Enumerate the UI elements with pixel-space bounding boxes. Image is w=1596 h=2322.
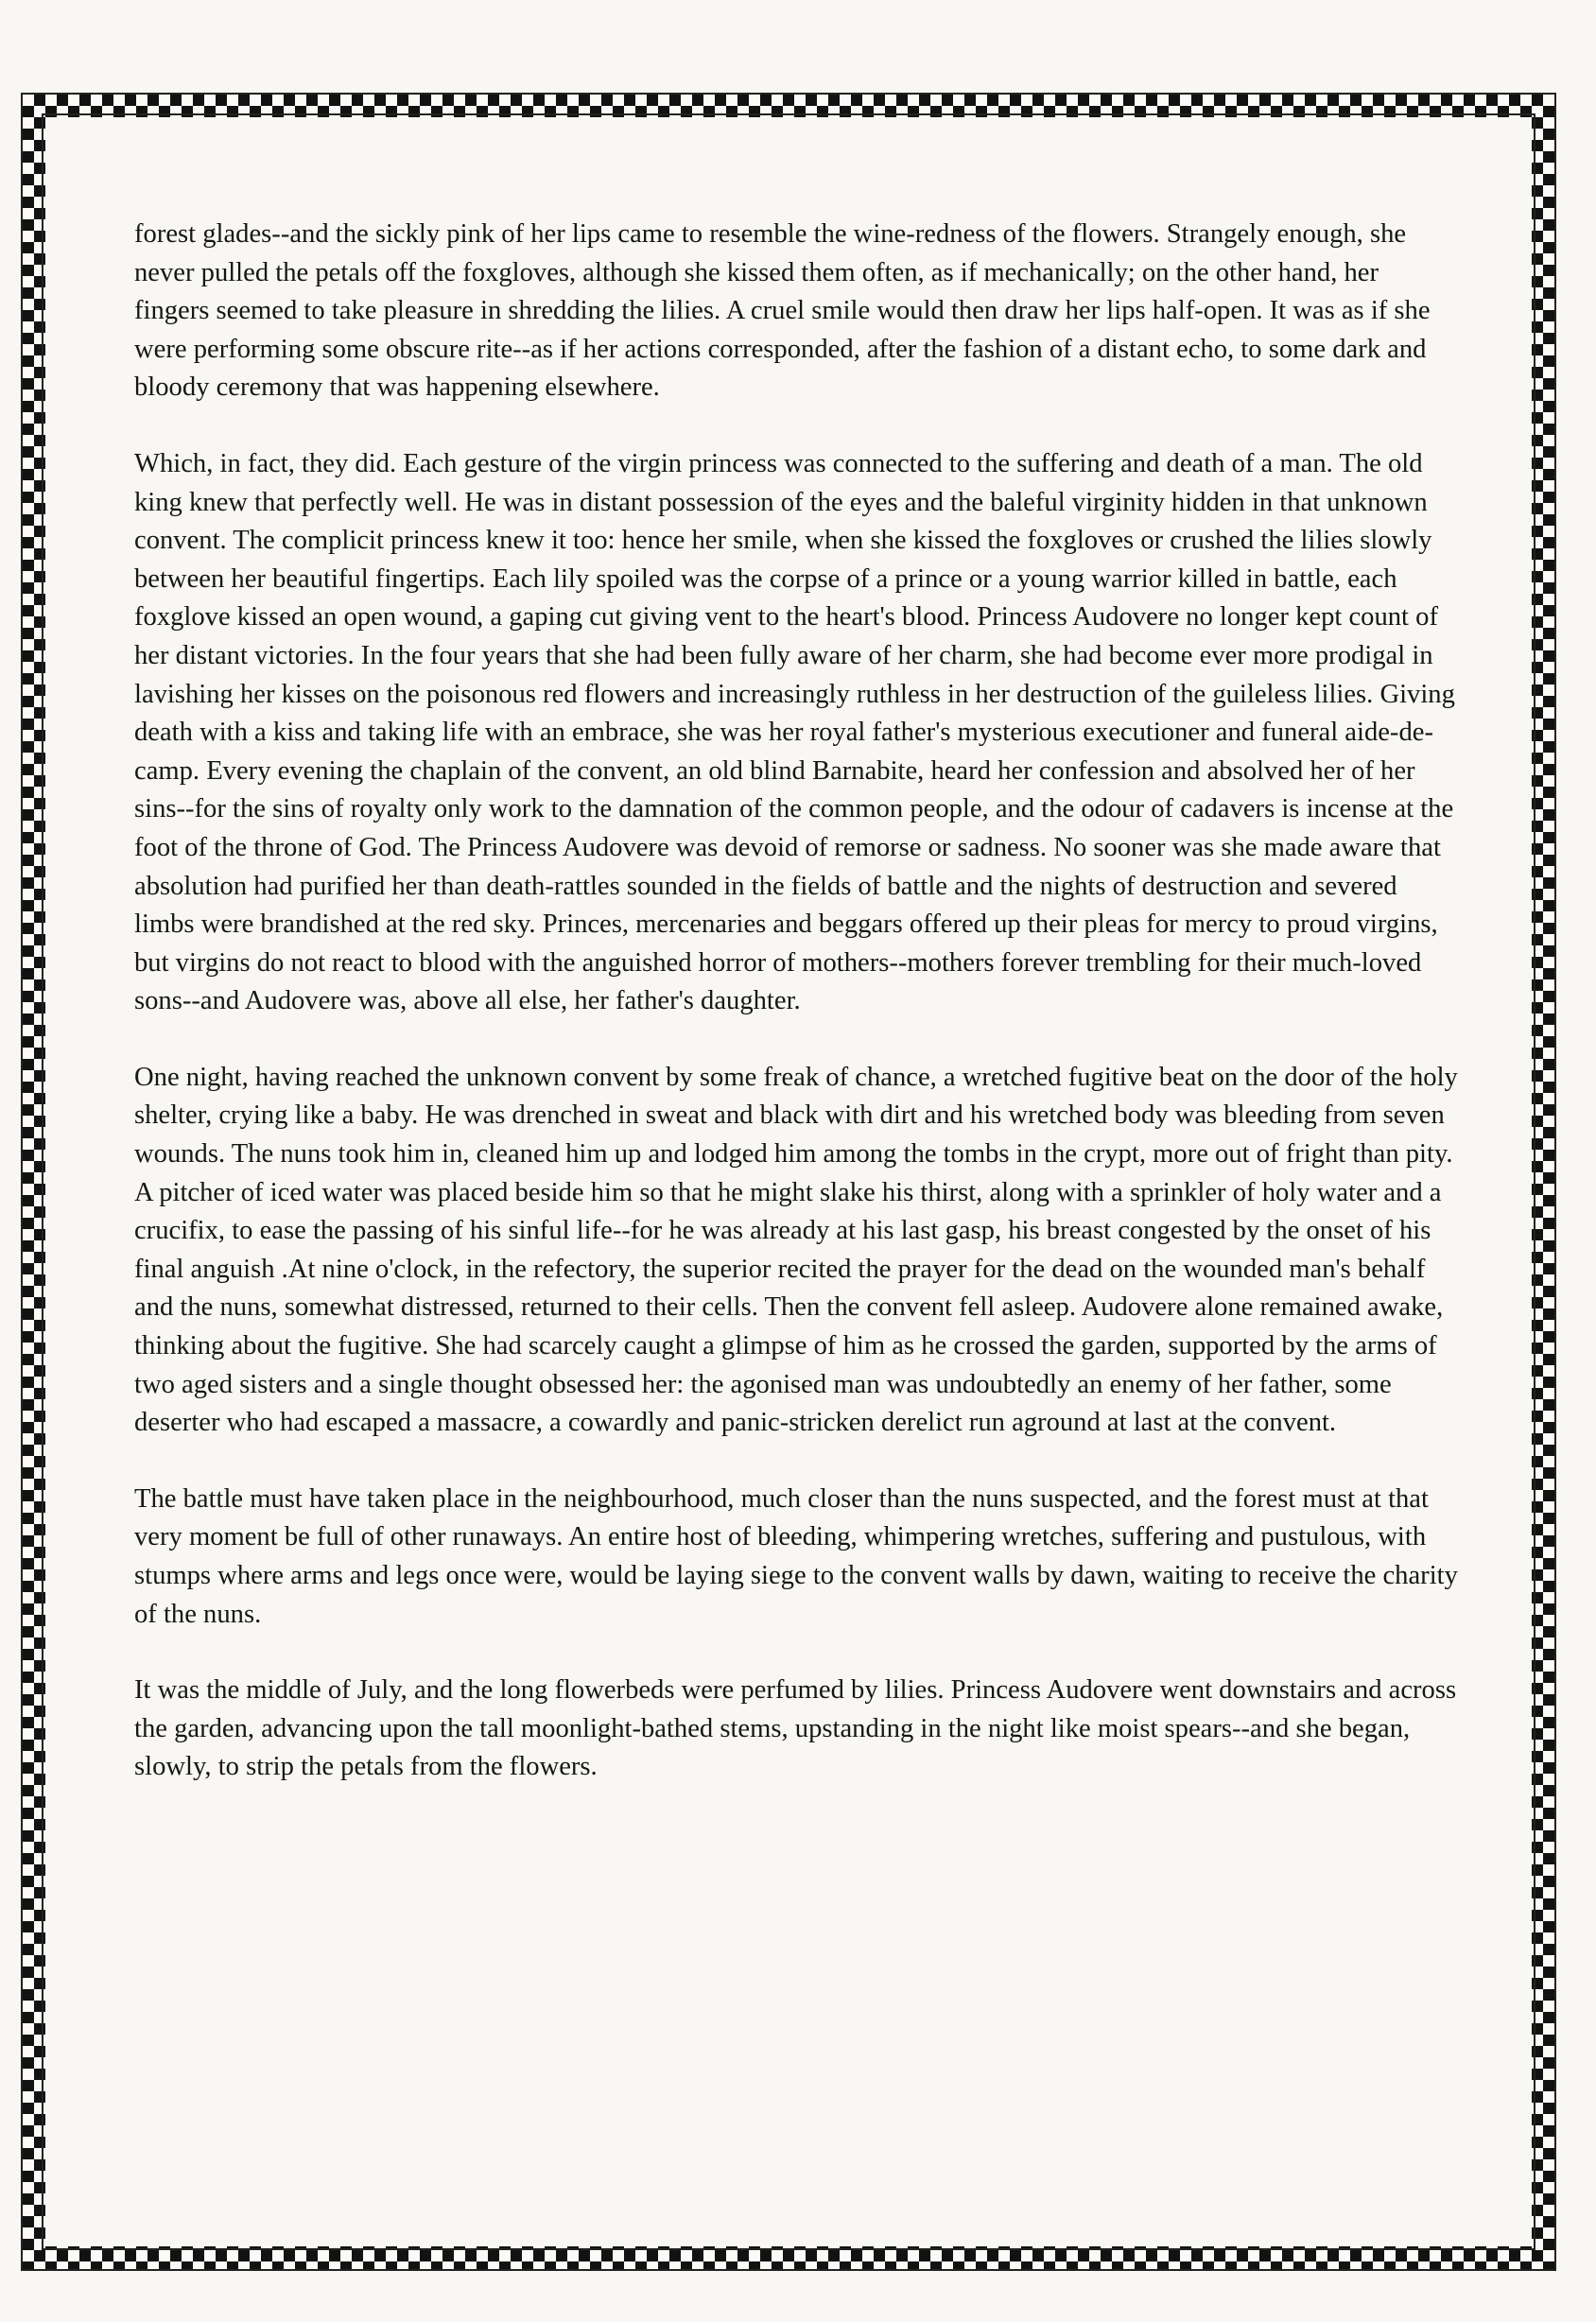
body-text	[134, 216, 1458, 1825]
paragraph: The battle must have taken place in the neighbourhood, much closer than the nuns suspected, and the forest must at that very moment be full of other runaways. An entire host of bleeding, whimpering wretches, suffering and pustulous, with stumps where arms and legs once were, would be laying siege to the convent walls by dawn, waiting to receive the charity of the nuns.	[134, 1483, 1458, 1629]
paragraph: forest glades--and the sickly pink of her lips came to resemble the wine-redness of the flowers. Strangely enough, she never pulled the petals off the foxgloves, although she kissed them often, as if mechanically; on the other hand, her fingers seemed to take pleasure in shredding the lilies. A cruel smile would then draw her lips half-open. It was as if she were performing some obscure rite--as if her actions corresponded, after the fashion of a distant echo, to some dark and bloody ceremony that was happening elsewhere.	[134, 219, 1431, 403]
paragraph: It was the middle of July, and the long flowerbeds were perfumed by lilies. Princess Audovere went downstairs and across the garden, advancing upon the tall moonlight-bathed stems, upstanding in the night like moist spears--and she began, slowly, to strip the petals from the flowers.	[134, 1675, 1457, 1782]
paragraph: One night, having reached the unknown convent by some freak of chance, a wretched fugitive beat on the door of the holy shelter, crying like a baby. He was drenched in sweat and black with dirt and his wretched body was bleeding from seven wounds. The nuns took him in, cleaned him up and lodged him among the tombs in the crypt, more out of fright than pity. A pitcher of iced water was placed beside him so that he might slake his thirst, along with a sprinkler of holy water and a crucifix, to ease the passing of his sinful life--for he was already at his last gasp, his breast congested by the onset of his final anguish .At nine o'clock, in the refectory, the superior recited the prayer for the dead on the wounded man's behalf and the nuns, somewhat distressed, returned to their cells. Then the convent fell asleep. Audovere alone remained awake, thinking about the fugitive. She had scarcely caught a glimpse of him as he crossed the garden, supported by the arms of two aged sisters and a single thought obsessed her: the agonised man was undoubtedly an enemy of her father, some deserter who had escaped a massacre, a cowardly and panic-stricken derelict run aground at last at the convent.	[134, 1062, 1458, 1438]
paragraph: Which, in fact, they did. Each gesture of the virgin princess was connected to the suffering and death of a man. The old king knew that perfectly well. He was in distant possession of the eyes and the baleful virginity hidden in that unknown convent. The complicit princess knew it too: hence her smile, when she kissed the foxgloves or crushed the lilies slowly between her beautiful fingertips. Each lily spoiled was the corpse of a prince or a young warrior killed in battle, each foxglove kissed an open wound, a gaping cut giving vent to the heart's blood. Princess Audovere no longer kept count of her distant victories. In the four years that she had been fully aware of her charm, she had become ever more prodigal in lavishing her kisses on the poisonous red flowers and increasingly ruthless in her destruction of the guileless lilies. Giving death with a kiss and taking life with an embrace, she was her royal father's mysterious executioner and funeral aide-de-camp. Every evening the chaplain of the convent, an old blind Barnabite, heard her confession and absolved her of her sins--for the sins of royalty only work to the damnation of the common people, and the odour of cadavers is incense at the foot of the throne of God. The Princess Audovere was devoid of remorse or sadness. No sooner was she made aware that absolution had purified her than death-rattles sounded in the fields of battle and the nights of destruction and severed limbs were brandished at the red sky. Princes, mercenaries and beggars offered up their pleas for mercy to proud virgins, but virgins do not react to blood with the anguished horror of mothers--mothers forever trembling for their much-loved sons--and Audovere was, above all else, her father's daughter.	[134, 448, 1455, 1016]
